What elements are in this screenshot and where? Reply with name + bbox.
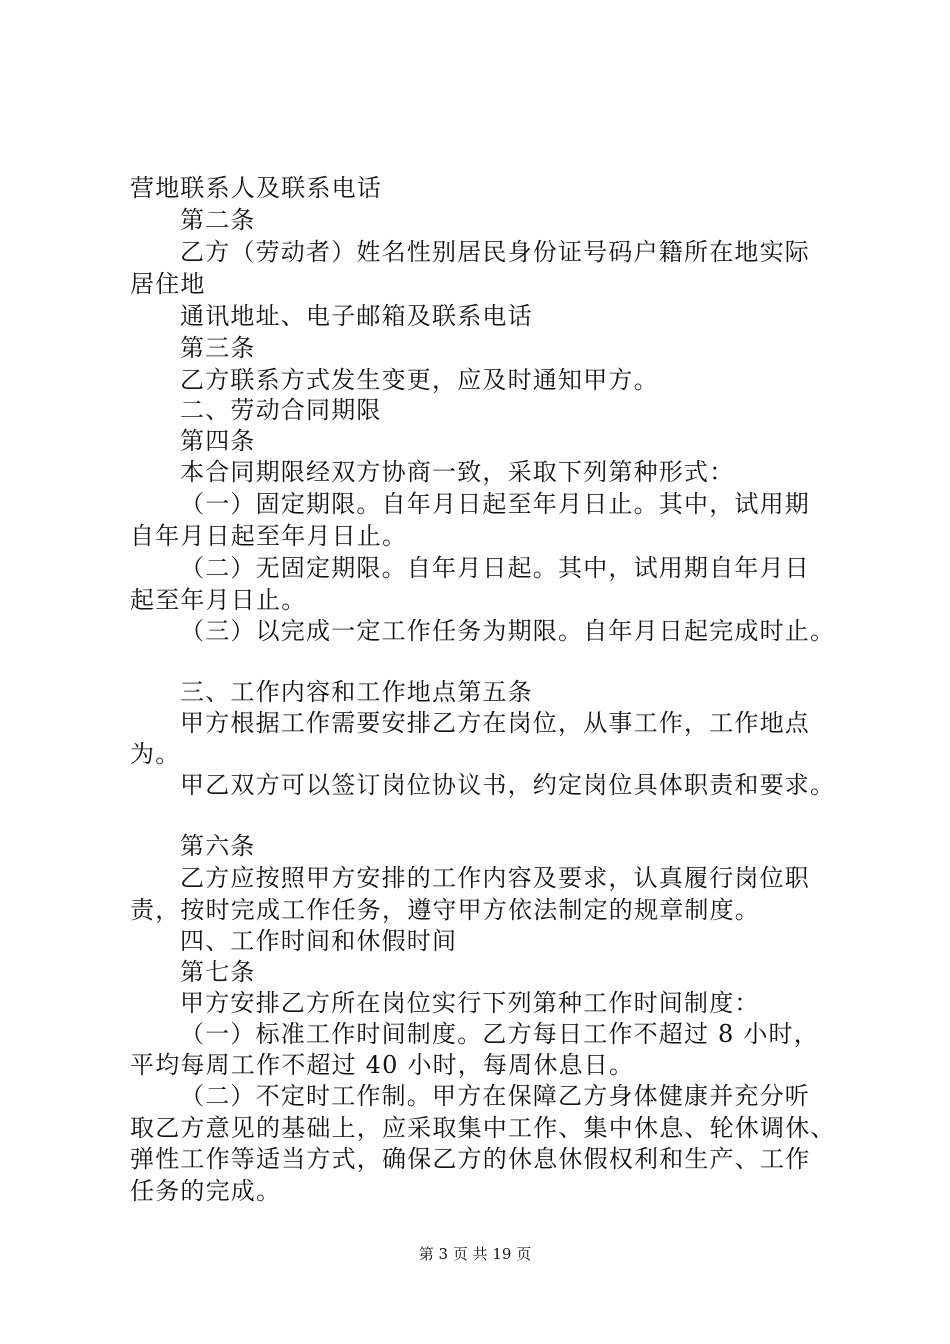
text-line: 取乙方意见的基础上，应采取集中工作、集中休息、轮休调休、 (130, 1114, 836, 1142)
text-line: （二）不定时工作制。甲方在保障乙方身体健康并充分听 (180, 1082, 810, 1110)
text-line: 为。 (130, 740, 181, 768)
article-heading: 第四条 (180, 427, 256, 455)
page-footer: 第 3 页 共 19 页 (418, 1245, 532, 1263)
text-line: 甲方根据工作需要安排乙方在岗位，从事工作，工作地点 (180, 709, 810, 737)
article-heading: 第六条 (180, 832, 256, 860)
section-heading: 二、劳动合同期限 (180, 396, 382, 424)
text-line: （二）无固定期限。自年月日起。其中，试用期自年月日 (180, 554, 810, 582)
section-heading: 三、工作内容和工作地点第五条 (180, 678, 533, 706)
text-line: 乙方应按照甲方安排的工作内容及要求，认真履行岗位职 (180, 864, 810, 892)
text-line: 起至年月日止。 (130, 586, 307, 614)
text-line: 营地联系人及联系电话 (130, 174, 382, 202)
text-line: 平均每周工作不超过 40 小时，每周休息日。 (130, 1051, 635, 1079)
text-line: （一）固定期限。自年月日起至年月日止。其中，试用期 (180, 490, 810, 518)
text-line: 乙方联系方式发生变更，应及时通知甲方。 (180, 366, 659, 394)
text-line: （一）标准工作时间制度。乙方每日工作不超过 8 小时， (180, 1020, 819, 1048)
text-line: 任务的完成。 (130, 1177, 282, 1205)
article-heading: 第二条 (180, 206, 256, 234)
text-line: 居住地 (130, 270, 206, 298)
article-heading: 第三条 (180, 334, 256, 362)
article-heading: 第七条 (180, 958, 256, 986)
text-line: 责，按时完成工作任务，遵守甲方依法制定的规章制度。 (130, 896, 760, 924)
text-line: 本合同期限经双方协商一致，采取下列第种形式： (180, 458, 735, 486)
text-line: 甲方安排乙方所在岗位实行下列第种工作时间制度： (180, 989, 760, 1017)
text-line: 甲乙双方可以签订岗位协议书，约定岗位具体职责和要求。 (180, 771, 836, 799)
text-line: 弹性工作等适当方式，确保乙方的休息休假权利和生产、工作 (130, 1145, 811, 1173)
text-line: （三）以完成一定工作任务为期限。自年月日起完成时止。 (180, 617, 836, 645)
text-line: 自年月日起至年月日止。 (130, 522, 408, 550)
text-line: 乙方（劳动者）姓名性别居民身份证号码户籍所在地实际 (180, 238, 810, 266)
text-line: 通讯地址、电子邮箱及联系电话 (180, 302, 533, 330)
section-heading: 四、工作时间和休假时间 (180, 927, 458, 955)
